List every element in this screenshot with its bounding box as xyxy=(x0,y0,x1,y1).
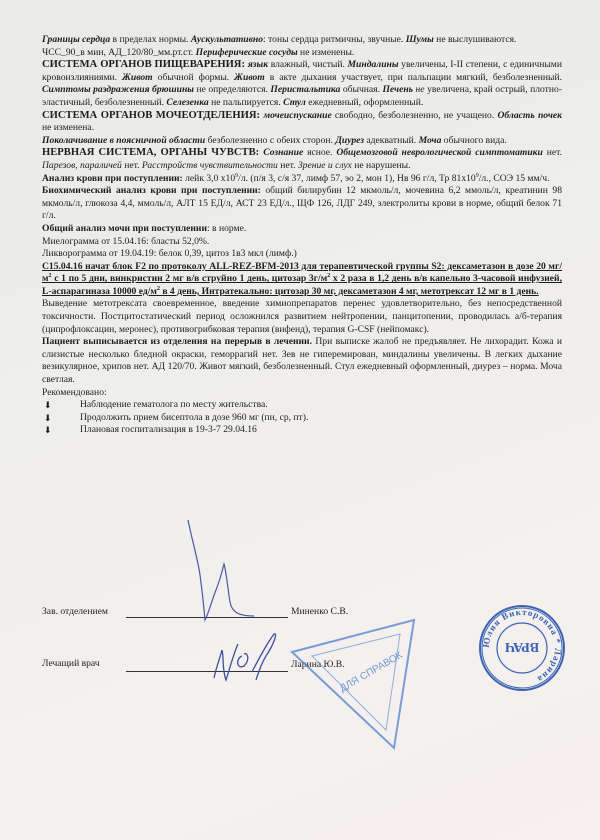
text: нет. xyxy=(121,159,142,171)
section-heading: НЕРВНАЯ СИСТЕМА, ОРГАНЫ ЧУВСТВ: xyxy=(42,147,264,159)
discharge-paragraph xyxy=(42,336,562,386)
text: увеличены, I-II степени, с единичными кровоизлияниями. xyxy=(42,59,562,83)
text: /л. (п/я 3, с/я 37, лимф 57, эо 2, мон 1), Нв 96 г/л, Тр 81х10 xyxy=(238,172,476,184)
term: Селезенка xyxy=(166,96,209,108)
attending-doctor-label: Лечащий врач xyxy=(42,658,100,669)
text: не xyxy=(413,84,425,96)
term: мочеиспускание xyxy=(263,109,332,121)
attending-doctor-name: Ларина Ю.В. xyxy=(291,659,345,670)
text: х 2 раза в 1,2 день в/в капельно 3-часовой инфузией, L-аспарагиназа 10000 ед/м xyxy=(42,273,562,297)
item-text: Продолжить прием бисептола в дозе 960 мг (пн, ср, пт). xyxy=(80,411,309,423)
term: Парезов, параличей xyxy=(42,159,122,171)
term: Миндалины xyxy=(347,59,399,71)
triangle-stamp-text: ДЛЯ СПРАВОК xyxy=(338,649,405,695)
term: Поколачивание в поясничной области xyxy=(42,134,206,146)
superscript: 9 xyxy=(235,172,239,179)
term: Область почек xyxy=(497,109,562,121)
text: лейк 3,0 х10 xyxy=(182,172,236,184)
superscript: 2 xyxy=(327,273,331,280)
superscript: 2 xyxy=(48,273,52,280)
term: Моча xyxy=(418,134,442,146)
text: С15.04.16 начат блок F2 по протоколу ALL-REZ-BFM-2013 для терапевтической группы S2: дексаметазон в дозе 20 мг/м xyxy=(42,260,562,285)
text: безболезненно с обеих сторон. xyxy=(205,134,336,146)
liquorogram: Ликворограмма от 19.04.19: белок 0,39, цитоз 1в3 мкл (лимф.) xyxy=(42,248,297,260)
text: обычного вида. xyxy=(441,134,507,146)
list-item xyxy=(42,399,562,412)
down-arrow-bullet-icon: ⬇ xyxy=(44,412,52,423)
text: не определяются. xyxy=(193,84,271,96)
text: : в норме. xyxy=(206,222,247,234)
section-heading: СИСТЕМА ОРГАНОВ ПИЩЕВАРЕНИЯ: xyxy=(42,59,248,71)
term: Границы сердца xyxy=(42,34,111,45)
doctor-signature xyxy=(208,630,288,690)
term: Стул xyxy=(283,96,306,108)
list-item xyxy=(42,424,562,437)
text: обычной формы. xyxy=(152,71,235,83)
text: не изменены. xyxy=(297,46,355,58)
head-signature xyxy=(180,520,270,630)
text: увеличена, край острый, плотно-эластичный, безболезненный. xyxy=(42,84,562,108)
label: Пациент выписывается из отделения на перерыв в лечении. xyxy=(42,336,312,348)
term: язык xyxy=(247,59,269,71)
biochem-analysis xyxy=(42,185,562,223)
superscript: 9 xyxy=(475,172,479,179)
round-stamp-ring-text: Юлия Викторовна * Ларина xyxy=(480,606,564,685)
text: ежедневный, оформленный. xyxy=(305,96,424,108)
text: обычная. xyxy=(340,84,383,96)
head-of-department-name: Миненко С.В. xyxy=(291,606,349,617)
nervous-section xyxy=(42,147,562,172)
term: Печень xyxy=(382,84,414,96)
term: Расстройств чувствительности xyxy=(141,159,278,171)
text: влажный, чистый. xyxy=(268,59,348,71)
recommended-label: Рекомендовано: xyxy=(42,386,107,398)
text: адекватный. xyxy=(364,134,419,146)
therapy-block xyxy=(42,261,562,299)
text: с 1 по 5 дни, винкристин 2 мг в/в струйно 1 день, цитозар 3г/м xyxy=(51,273,328,285)
myelogram: Миелограмма от 15.04.16: бласты 52,0%. xyxy=(42,235,210,247)
term: Живот xyxy=(234,71,265,83)
term: Периферические сосуды xyxy=(195,46,298,58)
text: не нарушены. xyxy=(351,159,411,171)
label: Анализ крови при поступлении: xyxy=(42,172,183,184)
list-item xyxy=(42,412,562,425)
term: Живот xyxy=(122,71,153,83)
text: При выписке жалоб не предъявляет. Не лихорадит. Кожа и слизистые несколько бледной окраски, геморрагий нет. Зев не гиперемирован, миндалины увеличены. В легких дыхание везикулярное, хрипов нет. АД 120/70. Живот мягкий, безболезненный. Стул ежедневный оформленный, диурез – норма. Моча светлая. xyxy=(42,336,562,386)
heart-paragraph xyxy=(42,34,562,47)
round-stamp-center-text: ВРАЧ xyxy=(504,639,540,654)
text: ЧСС_90_в мин, АД_120/80_мм.рт.ст. xyxy=(42,46,196,58)
recommendations-list xyxy=(42,399,562,437)
discharge-summary xyxy=(42,34,562,437)
superscript: 2 xyxy=(156,285,160,292)
urine-analysis xyxy=(42,223,562,236)
term: Аускультативно xyxy=(190,34,264,45)
label: Биохимический анализ крови при поступлении: xyxy=(42,185,261,197)
triangle-stamp xyxy=(282,612,422,752)
section-heading: СИСТЕМА ОРГАНОВ МОЧЕОТДЕЛЕНИЯ: xyxy=(42,109,264,121)
vitals-paragraph xyxy=(42,47,562,60)
text: свободно, безболезненно, не учащено. xyxy=(331,109,498,121)
term: Общемозговой неврологической симптоматики xyxy=(336,147,543,159)
text: : тоны сердца ритмичны, звучные. xyxy=(263,34,406,45)
text: общий билирубин 12 мкмоль/л, мочевина 6,2 ммоль/л, креатинин 98 мкмоль/л, глюкоза 4,4, ммоль/л, АЛТ 15 ЕД/л, АСТ 23 ЕД/л., ЩФ 126, ЛДГ 249, электролиты крови в норме, общий белок 71 г/л. xyxy=(42,185,562,222)
urinary-section xyxy=(42,110,562,135)
text: ясное. xyxy=(303,147,337,159)
urinary-section-cont xyxy=(42,135,562,148)
text: не выслушиваются. xyxy=(433,34,517,45)
text: нет. xyxy=(542,147,562,159)
text: в пределах нормы. xyxy=(110,34,191,45)
item-text: Плановая госпитализация в 19-3-7 29.04.16 xyxy=(80,424,257,436)
down-arrow-bullet-icon: ⬇ xyxy=(44,425,52,436)
term: Зрение и слух xyxy=(297,159,352,171)
text: нет. xyxy=(277,159,298,171)
round-doctor-stamp xyxy=(478,604,566,692)
text: не пальпируется. xyxy=(208,96,284,108)
term: Сознание xyxy=(263,147,304,159)
term: Перистальтика xyxy=(270,84,341,96)
term: Шумы xyxy=(405,34,434,45)
head-of-department-label: Зав. отделением xyxy=(42,606,108,617)
down-arrow-bullet-icon: ⬇ xyxy=(44,400,52,411)
term: Диурез xyxy=(335,134,365,146)
course-paragraph: Выведение метотрексата своевременное, введение химиопрепаратов перенес удовлетворительно, без непосредственной токсичности. Постцитостатический период осложнился развитием нейтропении, панцитопении, проводилась а/б-терапия (ципрофлоксацин, меронес), противогрибковая терапия (вифенд), терапия G-CSF (нейпомакс). xyxy=(42,298,562,335)
label: Общий анализ мочи при поступлении xyxy=(42,222,207,234)
blood-analysis xyxy=(42,173,562,186)
text: в акте дыхания участвует, при пальпации мягкий, безболезненный. xyxy=(264,71,562,83)
item-text: Наблюдение гематолога по месту жительства. xyxy=(80,399,268,411)
text: не изменена. xyxy=(42,122,95,134)
term: Симптомы раздражения брюшины xyxy=(42,84,194,96)
digestive-section xyxy=(42,59,562,109)
text: /л., СОЭ 15 мм/ч. xyxy=(478,172,550,184)
text: в 4 день, Интратекально: цитозар 30 мг, дексаметазон 4 мг, метотрексат 12 мг в 1 день. xyxy=(159,285,539,297)
